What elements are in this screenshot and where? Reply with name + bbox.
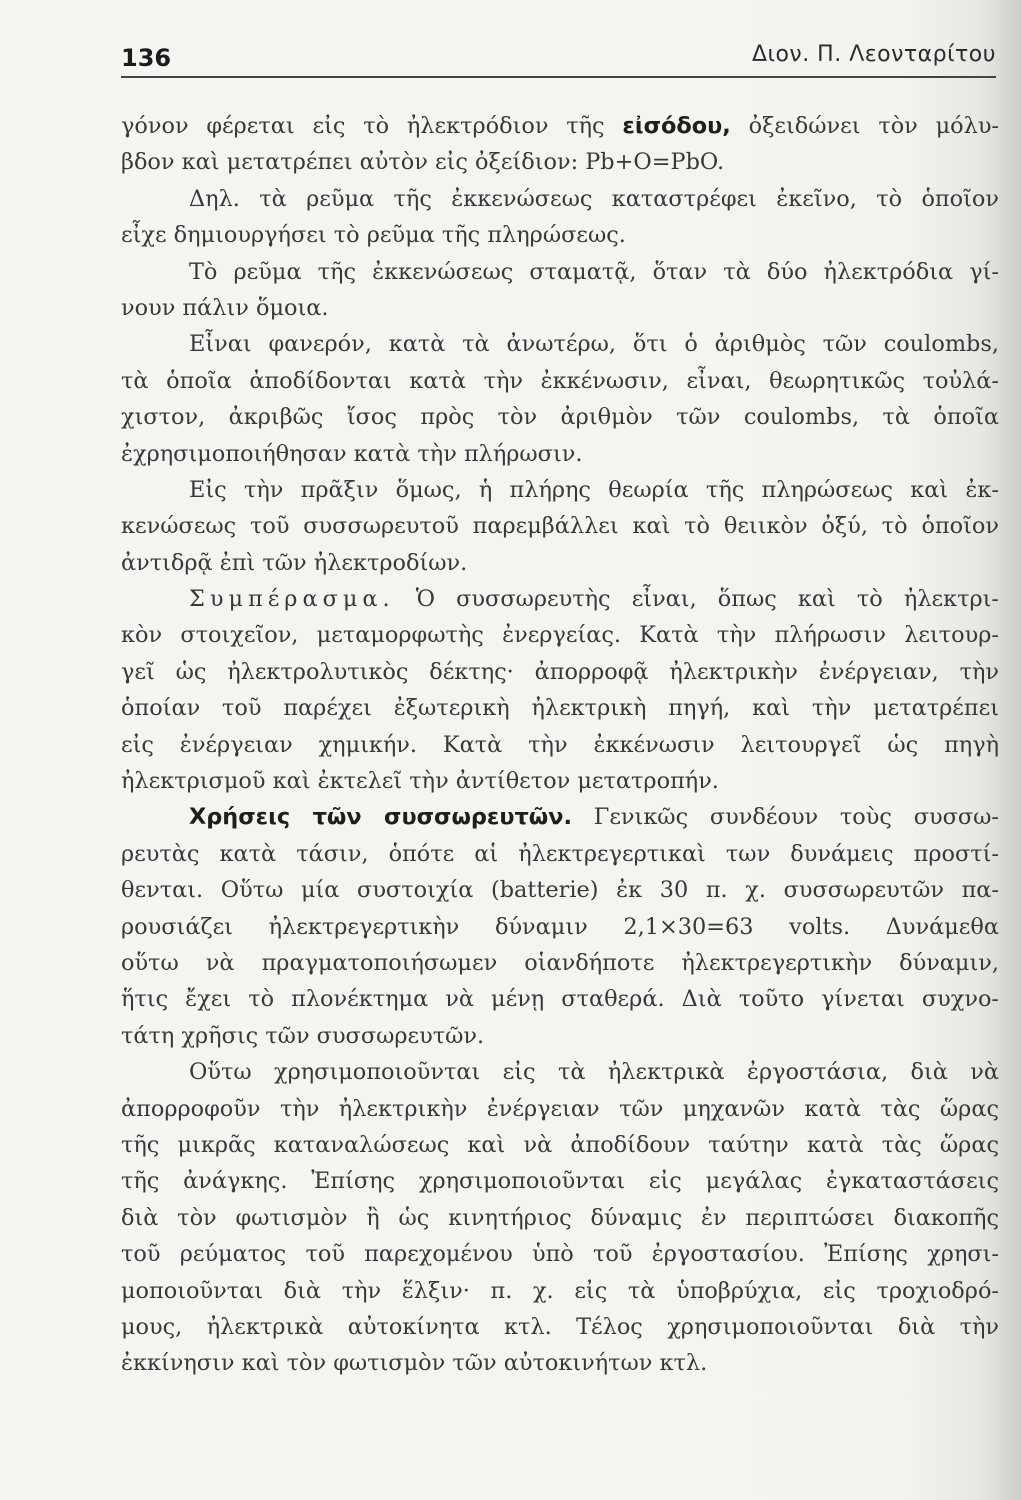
text-line: Τὸ ρεῦμα τῆς ἐκκενώσεως σταματᾷ, ὅταν τὰ δύο ἠλεκτρόδια γί- (189, 258, 999, 285)
text-line: μοποιοῦνται διὰ τὴν ἕλξιν· π. χ. εἰς τὰ ὑποβρύχια, εἰς τροχιοδρό- (121, 1277, 999, 1304)
text-line: κὸν στοιχεῖον, μεταμορφωτὴς ἐνεργείας. Κατὰ τὴν πλήρωσιν λειτουρ- (121, 622, 999, 649)
text-line: ἠλεκτρισμοῦ καὶ ἐκτελεῖ τὴν ἀντίθετον μετατροπήν. (121, 768, 719, 795)
text-line (121, 581, 999, 617)
text-line: τῆς μικρᾶς καταναλώσεως καὶ νὰ ἀποδίδουν ταύτην κατὰ τὰς ὥρας (121, 1131, 999, 1158)
text-line (121, 799, 999, 835)
text-line: ἐκκίνησιν καὶ τὸν φωτισμὸν τῶν αὐτοκινήτων κτλ. (121, 1350, 708, 1377)
text-line: κενώσεως τοῦ συσσωρευτοῦ παρεμβάλλει καὶ τὸ θειικὸν ὀξύ, τὸ ὁποῖον (121, 513, 999, 540)
text-run: Ὁ συσσωρευτὴς εἶναι, ὅπως καὶ τὸ ἠλεκτρι- (394, 586, 999, 613)
bold-term: εἰσόδου, (622, 113, 731, 139)
text-line: ρευτὰς κατὰ τάσιν, ὁπότε αἱ ἠλεκτρεγερτικαὶ των δυνάμεις προστί- (121, 840, 999, 867)
spaced-heading: Συμπέρασμα. (189, 586, 395, 613)
text-line: τοῦ ρεύματος τοῦ παρεχομένου ὑπὸ τοῦ ἐργοστασίου. Ἐπίσης χρησι- (121, 1241, 999, 1268)
text-line: τάτη χρῆσις τῶν συσσωρευτῶν. (121, 1022, 485, 1049)
text-line: οὕτω νὰ πραγματοποιήσωμεν οἱανδήποτε ἠλεκτρεγερτικὴν δύναμιν, (121, 949, 999, 976)
text-line: ἀπορροφοῦν τὴν ἠλεκτρικὴν ἐνέργειαν τῶν μηχανῶν κατὰ τὰς ὥρας (121, 1095, 999, 1122)
text-line: εἰς ἐνέργειαν χημικήν. Κατὰ τὴν ἐκκένωσιν λειτουργεῖ ὡς πηγὴ (121, 731, 999, 758)
text-line: τῆς ἀνάγκης. Ἐπίσης χρησιμοποιοῦνται εἰς μεγάλας ἐγκαταστάσεις (121, 1168, 999, 1195)
text-line: τὰ ὁποῖα ἀποδίδονται κατὰ τὴν ἐκκένωσιν, εἶναι, θεωρητικῶς τοὐλά- (121, 367, 999, 394)
text-line: εἶχε δημιουργήσει τὸ ρεῦμα τῆς πληρώσεως. (121, 222, 626, 249)
text-line: θενται. Οὕτω μία συστοιχία (batterie) ἐκ 30 π. χ. συσσωρευτῶν πα- (121, 877, 999, 904)
text-line (121, 108, 999, 144)
text-line: ἐχρησιμοποιήθησαν κατὰ τὴν πλήρωσιν. (121, 440, 583, 467)
header-rule (121, 76, 996, 78)
running-head: Διον. Π. Λεονταρίτου (751, 42, 996, 67)
text-line: βδον καὶ μετατρέπει αὐτὸν εἰς ὀξείδιον: Pb+O=PbO. (121, 149, 725, 176)
text-line: διὰ τὸν φωτισμὸν ἢ ὡς κινητήριος δύναμις ἐν περιπτώσει διακοπῆς (121, 1204, 999, 1231)
text-line: μους, ἠλεκτρικὰ αὐτοκίνητα κτλ. Τέλος χρησιμοποιοῦνται διὰ τὴν (121, 1313, 999, 1340)
body-text (121, 108, 999, 1382)
text-run: ὀξειδώνει τὸν μόλυ- (730, 113, 999, 139)
text-line: Οὕτω χρησιμοποιοῦνται εἰς τὰ ἠλεκτρικὰ ἐργοστάσια, διὰ νὰ (189, 1059, 999, 1086)
text-line: ἀντιδρᾷ ἐπὶ τῶν ἠλεκτροδίων. (121, 549, 468, 576)
text-line: χιστον, ἀκριβῶς ἴσος πρὸς τὸν ἀριθμὸν τῶν coulombs, τὰ ὁποῖα (121, 404, 999, 431)
text-line: Εἰς τὴν πρᾶξιν ὅμως, ἡ πλήρης θεωρία τῆς πληρώσεως καὶ ἐκ- (189, 476, 999, 503)
page-header (121, 40, 996, 80)
text-line: γεῖ ὡς ἠλεκτρολυτικὸς δέκτης· ἀπορροφᾷ ἠλεκτρικὴν ἐνέργειαν, τὴν (121, 658, 999, 685)
text-run: γόνον φέρεται εἰς τὸ ἠλεκτρόδιον τῆς (121, 113, 623, 139)
text-line: Εἶναι φανερόν, κατὰ τὰ ἀνωτέρω, ὅτι ὁ ἀριθμὸς τῶν coulombs, (189, 331, 999, 358)
section-heading: Χρήσεις τῶν συσσωρευτῶν. (189, 804, 573, 831)
text-line: ὁποίαν τοῦ παρέχει ἐξωτερικὴ ἠλεκτρικὴ πηγή, καὶ τὴν μετατρέπει (121, 695, 999, 722)
text-line: ἥτις ἔχει τὸ πλονέκτημα νὰ μένῃ σταθερά. Διὰ τοῦτο γίνεται συχνο- (121, 986, 999, 1013)
text-run: Γενικῶς συνδέουν τοὺς συσσω- (572, 804, 999, 831)
text-line: ρουσιάζει ἠλεκτρεγερτικὴν δύναμιν 2,1×30=63 volts. Δυνάμεθα (121, 913, 999, 940)
text-line: νουν πάλιν ὅμοια. (121, 294, 329, 321)
text-line: Δηλ. τὰ ρεῦμα τῆς ἐκκενώσεως καταστρέφει ἐκεῖνο, τὸ ὁποῖον (189, 185, 999, 212)
page-number: 136 (121, 44, 172, 72)
